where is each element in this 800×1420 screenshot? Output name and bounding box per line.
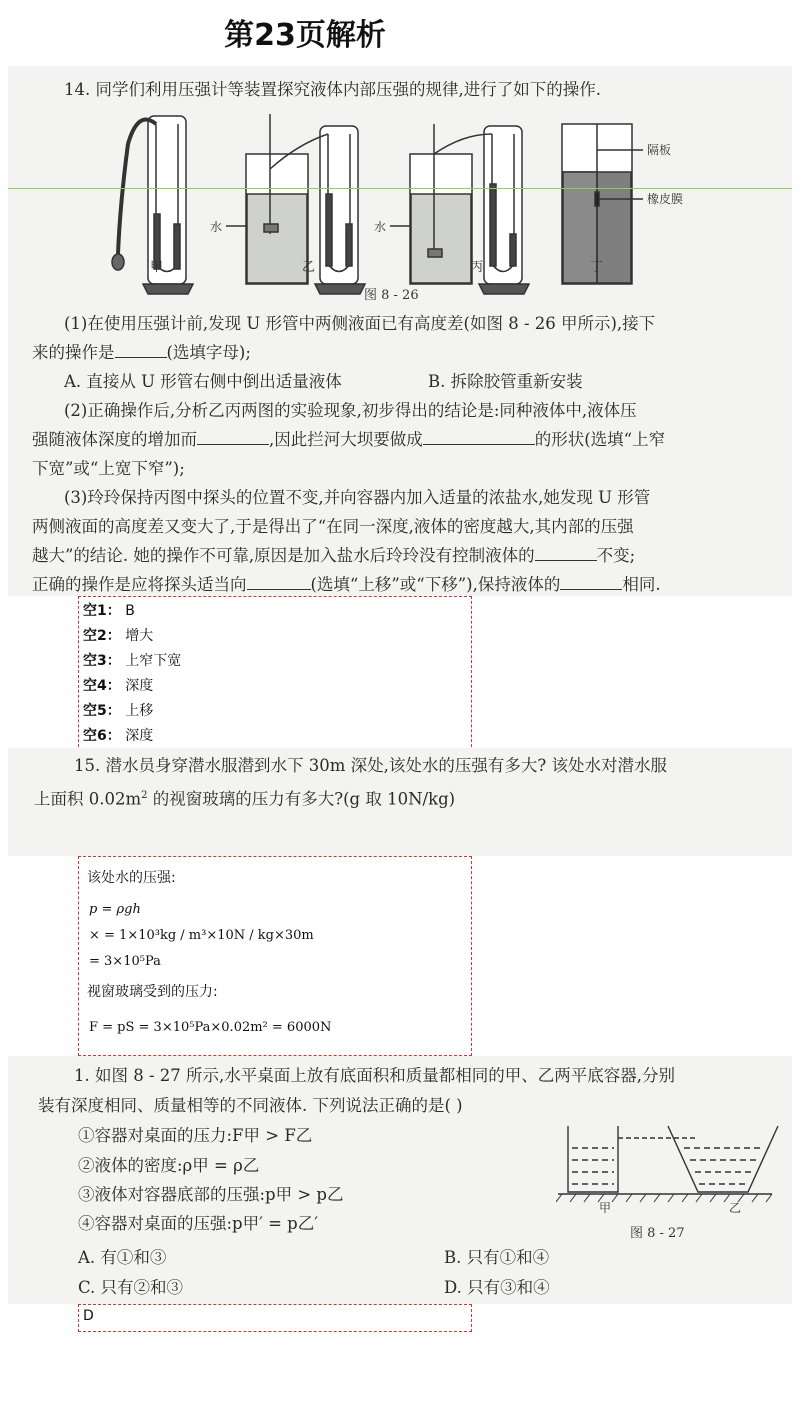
statement-3: ③液体对容器底部的压强:p甲 > p乙 <box>78 1185 344 1204</box>
label-jia: 甲 <box>150 260 164 275</box>
figure-8-27 <box>556 1116 786 1216</box>
blank-4 <box>535 542 597 561</box>
option-c: C. 只有②和③ <box>78 1278 184 1297</box>
label-bing: 丙 <box>470 260 484 275</box>
q1-line1: 1. 如图 8 - 27 所示,水平桌面上放有底面积和质量都相同的甲、乙两平底容器,分别 <box>74 1066 676 1085</box>
answer-row: 空1： B <box>83 603 135 619</box>
blank-1 <box>115 339 167 358</box>
option-b: B. 拆除胶管重新安装 <box>428 372 583 391</box>
q14-part3-line3: 越大”的结论. 她的操作不可靠,原因是加入盐水后玲玲没有控制液体的 不变; <box>32 542 635 570</box>
q15-line2: 上面积 $0.02m^2$ 的视窗玻璃的压力有多大?(g 取 10N/kg) <box>34 789 456 809</box>
equation-force: F = pS = 3×10⁵Pa×0.02m² = 6000N <box>89 1020 332 1035</box>
answer-heading: 该处水的压强: <box>87 870 176 886</box>
equation-result: = 3×10⁵Pa <box>89 954 161 969</box>
label-water-2: 水 <box>374 220 387 234</box>
answer-row: 空3： 上窄下宽 <box>83 653 182 669</box>
figure-8-26 <box>98 114 718 304</box>
answer-box-q15 <box>78 856 472 1056</box>
option-a: A. 直接从 U 形管右侧中倒出适量液体 <box>64 372 342 391</box>
fig-label-yi: 乙 <box>729 1201 742 1215</box>
blank-3 <box>423 426 535 445</box>
page-title: 第23页解析 <box>224 18 386 53</box>
statement-2: ②液体的密度:ρ甲 = ρ乙 <box>78 1156 260 1175</box>
figure-caption-8-27: 图 8 - 27 <box>630 1226 685 1241</box>
statement-1: ①容器对桌面的压力:F甲 > F乙 <box>78 1126 313 1145</box>
label-ding: 丁 <box>590 260 604 275</box>
answer-heading: 视窗玻璃受到的压力: <box>87 984 218 1000</box>
answer-row: 空6： 深度 <box>83 728 154 744</box>
answer-box-q1 <box>78 1304 472 1332</box>
label-membrane: 橡皮膜 <box>647 192 684 206</box>
statement-4: ④容器对桌面的压强:p甲′ = p乙′ <box>78 1214 318 1233</box>
setup-bing <box>390 124 529 294</box>
blank-6 <box>560 571 622 590</box>
answer-row: 空4： 深度 <box>83 678 154 694</box>
q1-line2: 装有深度相同、质量相等的不同液体. 下列说法正确的是( ) <box>38 1096 463 1115</box>
label-water-1: 水 <box>210 220 223 234</box>
equation-pressure: p = ρgh <box>89 902 141 917</box>
option-a: A. 有①和③ <box>78 1248 167 1267</box>
q14-part1-line1: (1)在使用压强计前,发现 U 形管中两侧液面已有高度差(如图 8 - 26 甲所示),接下 <box>64 314 656 333</box>
q15-line1: 15. 潜水员身穿潜水服潜到水下 30m 深处,该处水的压强有多大? 该处水对潜水服 <box>74 756 667 775</box>
equation-substitution: × = 1×10³kg / m³×10N / kg×30m <box>89 928 314 943</box>
q14-part2-line1: (2)正确操作后,分析乙丙两图的实验现象,初步得出的结论是:同种液体中,液体压 <box>64 401 637 420</box>
q14-part2-line3: 下宽”或“上宽下窄”); <box>32 459 185 478</box>
label-partition: 隔板 <box>647 143 672 157</box>
blank-2 <box>197 426 269 445</box>
q14-part3-line4: 正确的操作是应将探头适当向 (选填“上移”或“下移”),保持液体的 相同. <box>32 571 661 599</box>
q14-scan <box>8 66 792 596</box>
answer-box-q14 <box>78 596 472 752</box>
blank-5 <box>247 571 311 590</box>
option-b: B. 只有①和④ <box>444 1248 550 1267</box>
q14-part2-line2: 强随液体深度的增加而 ,因此拦河大坝要做成 的形状(选填“上窄 <box>32 426 665 454</box>
fig-label-jia: 甲 <box>599 1201 612 1215</box>
answer-row: 空5： 上移 <box>83 703 154 719</box>
option-d: D. 只有③和④ <box>444 1278 550 1297</box>
answer-row: 空2： 增大 <box>83 628 154 644</box>
setup-yi <box>226 114 365 294</box>
q1-scan <box>8 1056 792 1304</box>
guide-line <box>8 188 792 189</box>
q14-stem: 14. 同学们利用压强计等装置探究液体内部压强的规律,进行了如下的操作. <box>64 80 601 99</box>
q14-part3-line2: 两侧液面的高度差又变大了,于是得出了“在同一深度,液体的密度越大,其内部的压强 <box>32 517 634 536</box>
answer-value: D <box>83 1308 94 1324</box>
q15-scan <box>8 748 792 856</box>
q14-part1-line2: 来的操作是 (选填字母); <box>32 339 251 367</box>
label-yi: 乙 <box>302 260 316 275</box>
figure-caption-8-26: 图 8 - 26 <box>364 288 419 303</box>
q14-part3-line1: (3)玲玲保持丙图中探头的位置不变,并向容器内加入适量的浓盐水,她发现 U 形管 <box>64 488 651 507</box>
